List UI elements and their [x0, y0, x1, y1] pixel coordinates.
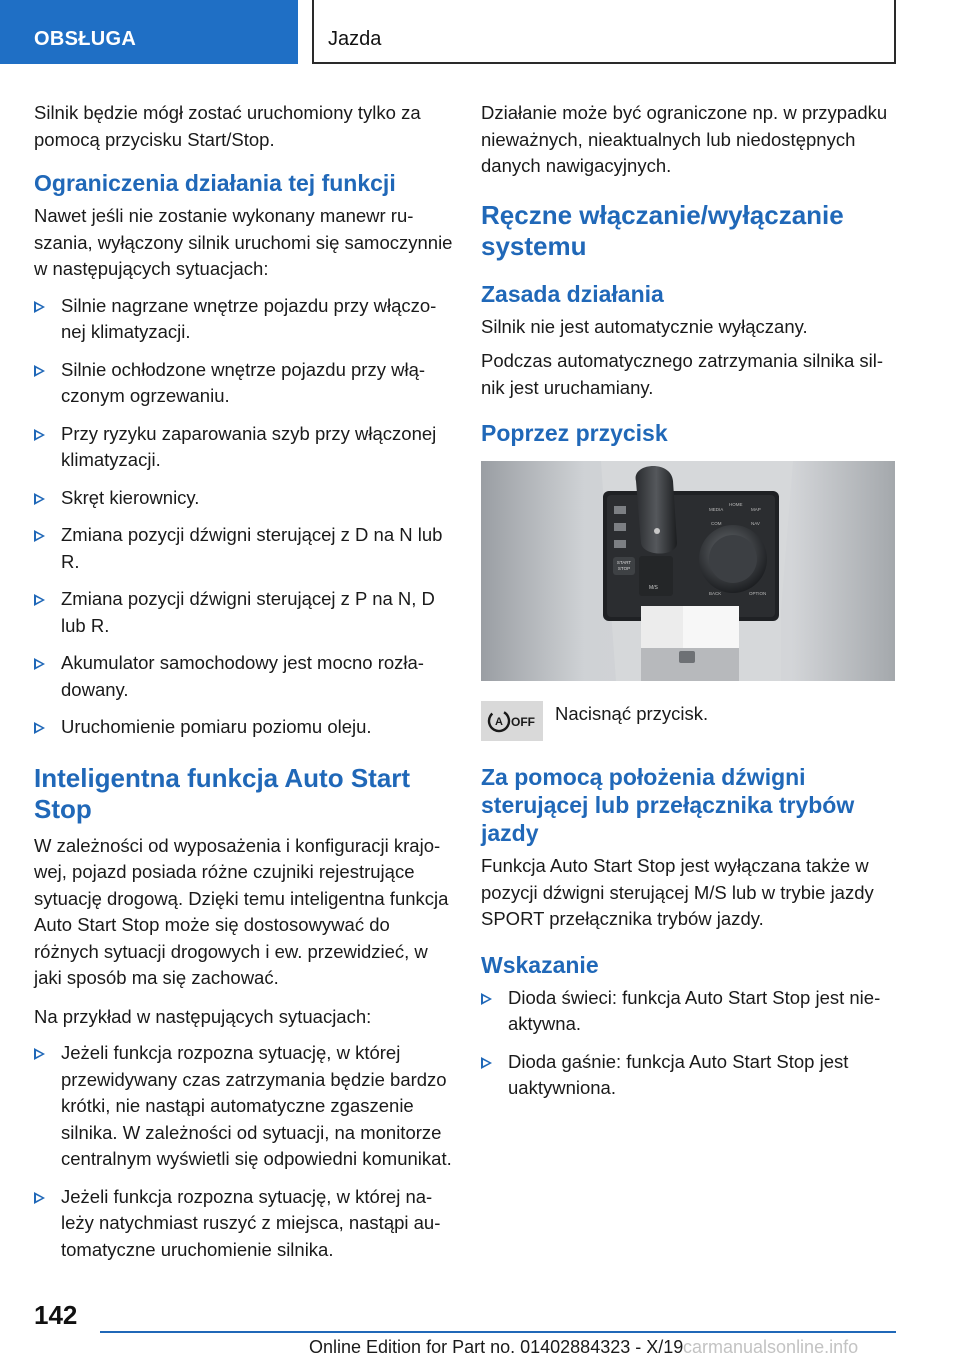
ms-label: M/S — [649, 585, 658, 591]
list-item-text: Skręt kierownicy. — [61, 486, 200, 508]
back-label: BACK — [709, 591, 722, 596]
intro-paragraph: Silnik będzie mógł zostać uruchomiony tylko za pomocą przycisku Start/Stop. — [34, 102, 421, 150]
list-item — [34, 522, 454, 575]
principle-heading: Zasada działania — [481, 280, 664, 307]
triangle-bullet-icon — [34, 365, 45, 377]
list-item-text: Silnie ochłodzone wnętrze pojazdu przy włączonym ogrzewaniu. — [61, 358, 426, 406]
triangle-bullet-icon — [34, 1192, 45, 1204]
lever-heading: Za pomocą położenia dźwigni sterującej lub przełącznika trybów jazdy — [481, 764, 855, 846]
list-item — [34, 357, 454, 410]
list-item-text: Uruchomienie pomiaru poziomu oleju. — [61, 716, 372, 737]
off-button-row — [481, 699, 899, 741]
list-item — [34, 421, 454, 474]
option-label: OPTION — [749, 591, 767, 596]
list-item-text: Jeżeli funkcja rozpozna sytuację, w której przewidywany czas zatrzymania będzie bardzo krótki, nie nastąpi automatyczne zgaszenie silnika. W zależności od sytuacji, na monitorze centralnym wyświetli się odpowiedni komunikat. — [61, 1042, 452, 1169]
lever-paragraph: Funkcja Auto Start Stop jest wyłączana także w pozycji dźwigni sterującej M/S lub w trybie jazdy SPORT przełącznika trybów jazdy. — [481, 855, 874, 929]
list-item-text: Silnie nagrzane wnętrze pojazdu przy włączonej klimatyzacji. — [61, 294, 437, 342]
indication-heading: Wskazanie — [481, 951, 599, 978]
svg-text:OFF: OFF — [511, 715, 535, 729]
manual-heading: Ręczne włączanie/wyłączanie systemu — [481, 199, 844, 261]
watermark-text: carmanualsonline.info — [683, 1337, 859, 1357]
list-item-text: Akumulator samochodowy jest mocno rozładowany. — [61, 652, 424, 700]
list-item — [34, 650, 454, 703]
right-column — [481, 100, 899, 1113]
triangle-bullet-icon — [34, 493, 45, 505]
list-item-text: Dioda świeci: funkcja Auto Start Stop jest nieaktywna. — [508, 986, 881, 1034]
home-label: HOME — [729, 502, 743, 507]
triangle-bullet-icon — [34, 429, 45, 441]
section-tab: OBSŁUGA — [0, 0, 298, 64]
edition-footer: Online Edition for Part no. 01402884323 - X/19 — [309, 1337, 684, 1357]
indication-list — [481, 985, 899, 1102]
list-item — [481, 985, 899, 1038]
left-column — [34, 100, 454, 1274]
footer-divider — [100, 1331, 896, 1333]
triangle-bullet-icon — [34, 658, 45, 670]
triangle-bullet-icon — [34, 530, 45, 542]
svg-text:A: A — [495, 716, 503, 728]
list-item-text: Dioda gaśnie: funkcja Auto Start Stop jest uaktywniona. — [508, 1050, 849, 1098]
media-label: MEDIA — [709, 507, 724, 512]
start-stop-label-2: STOP — [617, 566, 631, 571]
list-item-text: Jeżeli funkcja rozpozna sytuację, w której należy natychmiast ruszyć z miejsca, nastąpi automatyczne uruchomienie silnika. — [61, 1185, 441, 1260]
list-item-text: Zmiana pozycji dźwigni sterującej z D na N lub R. — [61, 524, 443, 572]
map-label: MAP — [751, 507, 761, 512]
triangle-bullet-icon — [481, 1057, 492, 1069]
example-paragraph: Na przykład w następujących sytuacjach: — [34, 1005, 372, 1027]
triangle-bullet-icon — [34, 1048, 45, 1060]
list-item — [34, 586, 454, 639]
triangle-bullet-icon — [34, 594, 45, 606]
list-item — [34, 1184, 454, 1264]
limits-heading: Ograniczenia działania tej funkcji — [34, 170, 396, 196]
start-stop-label: START — [616, 560, 632, 565]
triangle-bullet-icon — [481, 993, 492, 1005]
chapter-title: Jazda — [312, 0, 896, 64]
triangle-bullet-icon — [34, 722, 45, 734]
smart-paragraph: W zależności od wyposażenia i konfiguracji krajowej, pojazd posiada różne czujniki rejestrujące sytuację drogową. Dzięki temu inteligentna funkcja Auto Start Stop może się dostosowywać do różnych sytuacji drogowych i ew. przewidzieć, w jaki sposób ma się zachować. — [34, 834, 449, 988]
center-console-photo — [481, 461, 895, 681]
auto-start-stop-off-symbol — [485, 706, 539, 736]
button-heading: Poprzez przycisk — [481, 420, 668, 446]
limits-list — [34, 293, 454, 741]
nav-label: NAV — [751, 521, 760, 526]
press-button-text: Nacisnąć przycisk. — [555, 703, 709, 724]
smart-heading: Inteligentna funkcja Auto Start Stop — [34, 762, 411, 824]
page-number: 142 — [34, 1300, 78, 1330]
principle-paragraph-1: Silnik nie jest automatycznie wyłączany. — [481, 315, 808, 337]
center-console-illustration — [481, 461, 895, 681]
list-item — [34, 485, 454, 512]
example-list — [34, 1040, 454, 1263]
auto-start-stop-off-icon — [481, 701, 543, 741]
list-item — [34, 714, 454, 741]
limits-paragraph: Nawet jeśli nie zostanie wykonany manewr ruszania, wyłączony silnik uruchomi się samoczynnie w następujących sytuacjach: — [34, 205, 453, 279]
triangle-bullet-icon — [34, 301, 45, 313]
list-item-text: Przy ryzyku zaparowania szyb przy włączonej klimatyzacji. — [61, 422, 437, 470]
list-item-text: Zmiana pozycji dźwigni sterującej z P na N, D lub R. — [61, 588, 435, 636]
principle-paragraph-2: Podczas automatycznego zatrzymania silnika silnik jest uruchamiany. — [481, 350, 884, 398]
list-item — [481, 1049, 899, 1102]
com-label: COM — [711, 521, 722, 526]
limit-note-paragraph: Działanie może być ograniczone np. w przypadku nieważnych, nieaktualnych lub niedostępnych danych nawigacyjnych. — [481, 102, 888, 176]
list-item — [34, 293, 454, 346]
list-item — [34, 1040, 454, 1173]
